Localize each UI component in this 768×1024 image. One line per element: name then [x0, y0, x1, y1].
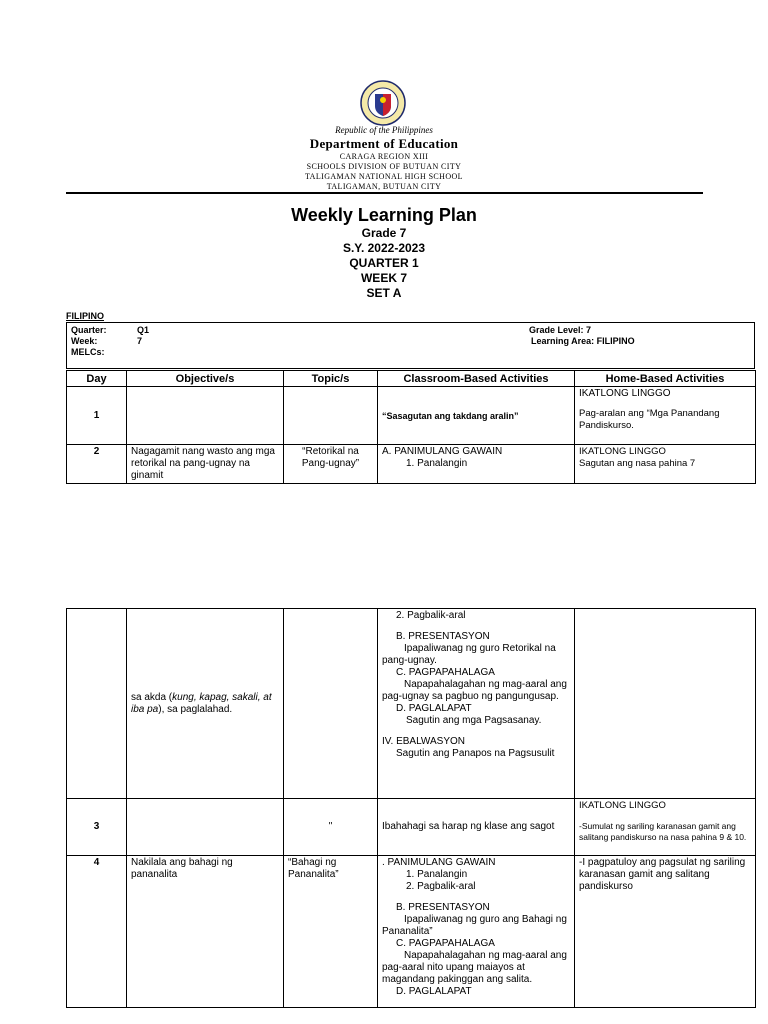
col-objectives: Objective/s [127, 371, 284, 387]
activity-line: 1. Panalangin [406, 869, 468, 880]
home-cell [575, 799, 756, 856]
activity-line: Sagutin ang Panapos na Pagsusulit [396, 748, 555, 759]
table-row [67, 609, 756, 799]
table-row [67, 799, 756, 856]
activity-line: A. PANIMULANG GAWAIN [382, 446, 503, 457]
col-topics: Topic/s [284, 371, 378, 387]
plan-quarter: QUARTER 1 [349, 256, 419, 270]
home-cell: -I pagpatuloy ang pagsulat ng sariling karanasan gamit ang salitang pandiskurso [575, 856, 756, 1008]
plan-school-year: S.Y. 2022-2023 [342, 241, 426, 255]
home-text: Pag-aralan ang “Mga Panandang Pandiskurso. [579, 408, 720, 431]
classroom-cell [378, 856, 575, 1008]
info-box [66, 322, 755, 369]
objective-cell [127, 799, 284, 856]
objective-cell [127, 387, 284, 445]
plan-week: WEEK 7 [360, 271, 407, 285]
activity-line: 2. Pagbalik-aral [396, 610, 466, 621]
activity-line: Ipapaliwanag ng guro Retorikal na pang-ugnay. [382, 643, 556, 666]
activity-line: C. PAGPAPAHALAGA [396, 667, 495, 678]
home-heading: IKATLONG LINGGO [579, 388, 671, 399]
home-cell [575, 387, 756, 445]
subject-label: FILIPINO [66, 311, 104, 321]
quarter-value: Q1 [137, 325, 150, 335]
objective-italic: kung, kapag, sakali, at iba pa [131, 691, 272, 715]
home-heading: IKATLONG LINGGO [579, 800, 666, 811]
activity-line: IV. EBALWASYON [382, 736, 465, 747]
plan-set: SET A [366, 286, 402, 300]
department-name: Department of Education [309, 136, 459, 151]
topic-cell: “Retorikal na Pang-ugnay” [284, 445, 378, 484]
melcs-label: MELCs: [71, 347, 105, 357]
learning-area: Learning Area: FILIPINO [531, 336, 635, 346]
topic-cell [284, 387, 378, 445]
activity-line: Napapahalagahan ng mag-aaral ang pag-aaral nito upang maiayos at magandang pakinggan ang salita. [382, 950, 567, 985]
activity-line: Sagutin ang mga Pagsasanay. [406, 715, 542, 726]
topic-cell: “Bahagi ng Pananalita” [284, 856, 378, 1008]
home-text: Sagutan ang nasa pahina 7 [579, 458, 696, 469]
republic-line: Republic of the Philippines [335, 125, 433, 135]
home-heading: IKATLONG LINGGO [579, 446, 666, 457]
plan-table-page1 [66, 370, 756, 484]
table-row [67, 445, 756, 484]
division-line: SCHOOLS DIVISION OF BUTUAN CITY [306, 162, 462, 171]
activity-line: B. PRESENTASYON [396, 631, 490, 642]
day-cell [67, 609, 127, 799]
plan-title: Weekly Learning Plan [291, 205, 477, 225]
table-row [67, 856, 756, 1008]
day-cell: 4 [67, 856, 127, 1008]
address-line: TALIGAMAN, BUTUAN CITY [326, 182, 442, 191]
week-label: Week: [71, 336, 98, 346]
deped-seal-logo [360, 80, 406, 126]
activity-line: 1. Panalangin [406, 458, 468, 469]
header-divider [66, 192, 703, 194]
table-row [67, 387, 756, 445]
activity-line: D. PAGLALAPAT [396, 703, 472, 714]
activity-line: C. PAGPAPAHALAGA [396, 938, 495, 949]
plan-table-page2 [66, 608, 756, 1008]
home-text: -Sumulat ng sariling karanasan gamit ang salitang pandiskurso na nasa pahina 9 & 10. [579, 821, 747, 842]
table-header-row [67, 371, 756, 387]
col-day: Day [67, 371, 127, 387]
week-value: 7 [137, 336, 143, 346]
plan-grade: Grade 7 [361, 226, 407, 240]
region-line: CARAGA REGION XIII [339, 152, 429, 161]
classroom-cell [378, 445, 575, 484]
activity-line: 2. Pagbalik-aral [406, 881, 476, 892]
activity-line: Ipapaliwanag ng guro ang Bahagi ng Pananalita” [382, 914, 567, 937]
home-cell [575, 609, 756, 799]
activity-line: . PANIMULANG GAWAIN [382, 857, 496, 868]
classroom-cell [378, 609, 575, 799]
day-cell: 2 [67, 445, 127, 484]
activity-line: B. PRESENTASYON [396, 902, 490, 913]
topic-cell [284, 609, 378, 799]
grade-level: Grade Level: 7 [529, 325, 592, 335]
objective-cell: Nakilala ang bahagi ng pananalita [127, 856, 284, 1008]
col-home: Home-Based Activities [575, 371, 756, 387]
activity-line: D. PAGLALAPAT [396, 986, 472, 997]
quarter-label: Quarter: [71, 325, 107, 335]
objective-cell: Nagagamit nang wasto ang mga retorikal na pang-ugnay na ginamit [127, 445, 284, 484]
home-cell [575, 445, 756, 484]
topic-cell: " [284, 799, 378, 856]
classroom-cell: Ibahahagi sa harap ng klase ang sagot [378, 799, 575, 856]
classroom-cell: “Sasagutan ang takdang aralin” [378, 387, 575, 445]
col-classroom: Classroom-Based Activities [378, 371, 575, 387]
objective-text: sa akda ( [131, 691, 173, 703]
objective-text: ), sa paglalahad. [158, 703, 233, 715]
activity-line: Napapahalagahan ng mag-aaral ang pag-ugnay sa pagbuo ng pangungusap. [382, 679, 567, 702]
objective-cell [127, 609, 284, 799]
day-cell: 1 [67, 387, 127, 445]
school-line: TALIGAMAN NATIONAL HIGH SCHOOL [305, 172, 463, 181]
day-cell: 3 [67, 799, 127, 856]
